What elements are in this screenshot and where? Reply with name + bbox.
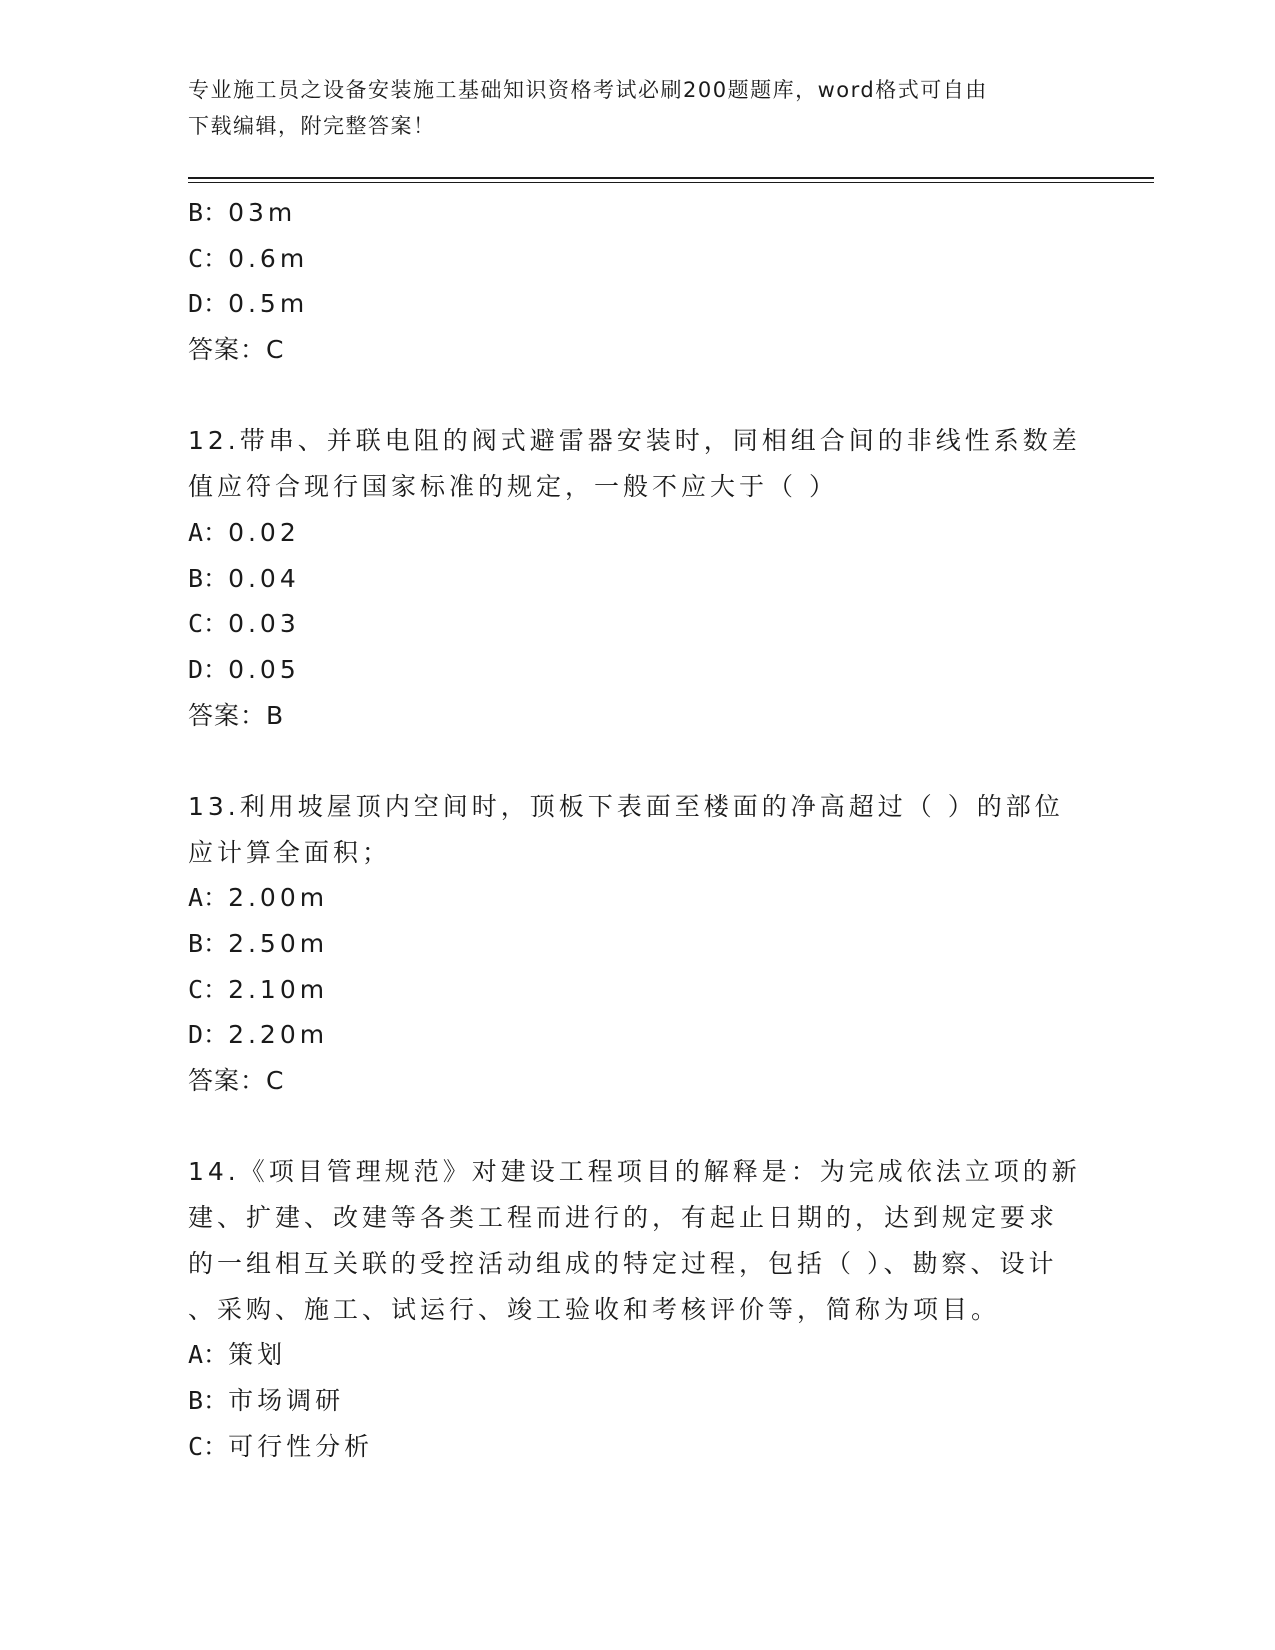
question-stem-line: 12.带串、并联电阻的阀式避雷器安装时，同相组合间的非线性系数差 [188, 426, 1081, 456]
spacer [188, 1104, 1088, 1150]
question-stem-line: 值应符合现行国家标准的规定，一般不应大于（ ） [188, 472, 838, 502]
option-label: B： [188, 1385, 229, 1415]
spacer [188, 373, 1088, 419]
option-label: A： [188, 517, 229, 547]
spacer [188, 738, 1088, 784]
option-label: B： [188, 198, 229, 227]
option-d [188, 281, 1088, 327]
question-13 [188, 784, 1088, 1104]
option-text: 0.6m [228, 243, 309, 273]
question-content [188, 190, 1088, 1469]
option-text: 2.00m [228, 883, 329, 913]
option-label: A： [188, 883, 229, 913]
option-label: D： [188, 654, 229, 684]
header-title-line-2: 下载编辑，附完整答案！ [188, 114, 436, 138]
option-label: C： [188, 609, 229, 639]
option-text: 0.04 [228, 563, 300, 593]
option-c [188, 967, 1088, 1013]
option-label: D： [188, 289, 229, 319]
question-11-tail [188, 190, 1088, 373]
option-text: 0.02 [228, 517, 300, 547]
option-label: A： [188, 1340, 229, 1370]
option-label: C： [188, 1431, 229, 1461]
question-12 [188, 418, 1088, 738]
option-b [188, 556, 1088, 602]
header-divider-thick [188, 177, 1154, 179]
option-label: C： [188, 974, 229, 1004]
answer-line: 答案：C [188, 335, 285, 365]
option-a [188, 875, 1088, 921]
option-text: 2.50m [228, 929, 329, 958]
option-a [188, 1332, 1088, 1378]
option-a [188, 510, 1088, 556]
question-stem-line: 14.《项目管理规范》对建设工程项目的解释是：为完成依法立项的新 [188, 1157, 1081, 1187]
answer-line: 答案：C [188, 1066, 285, 1096]
option-label: B： [188, 563, 229, 593]
option-text: 0.5m [228, 289, 309, 319]
option-d [188, 647, 1088, 693]
option-b [188, 921, 1088, 967]
question-stem-line: 13.利用坡屋顶内空间时，顶板下表面至楼面的净高超过（ ）的部位 [188, 791, 1064, 821]
option-b [188, 190, 1088, 236]
answer-line: 答案：B [188, 700, 285, 730]
option-b [188, 1378, 1088, 1424]
option-text: 2.20m [228, 1020, 329, 1050]
option-text: 2.10m [228, 974, 329, 1004]
option-text: 市场调研 [228, 1385, 345, 1415]
option-c [188, 1424, 1088, 1470]
option-label: C： [188, 243, 229, 273]
question-stem-line: 的一组相互关联的受控活动组成的特定过程，包括（ ）、勘察、设计 [188, 1248, 1058, 1278]
question-stem-line: 、采购、施工、试运行、竣工验收和考核评价等，简称为项目。 [188, 1294, 1001, 1324]
option-c [188, 236, 1088, 282]
option-label: B： [188, 929, 229, 958]
page-header [188, 72, 1068, 144]
option-text: 03m [228, 198, 297, 227]
option-text: 可行性分析 [228, 1431, 374, 1461]
option-text: 策划 [228, 1340, 287, 1370]
option-text: 0.03 [228, 609, 300, 639]
header-divider-thin [188, 182, 1154, 183]
option-text: 0.05 [228, 654, 300, 684]
question-14 [188, 1149, 1088, 1469]
header-title-line-1: 专业施工员之设备安装施工基础知识资格考试必刷200题题库，word格式可自由 [188, 78, 988, 102]
option-c [188, 601, 1088, 647]
option-label: D： [188, 1020, 229, 1050]
option-d [188, 1012, 1088, 1058]
question-stem-line: 建、扩建、改建等各类工程而进行的，有起止日期的，达到规定要求 [188, 1203, 1059, 1233]
question-stem-line: 应计算全面积； [188, 837, 392, 867]
